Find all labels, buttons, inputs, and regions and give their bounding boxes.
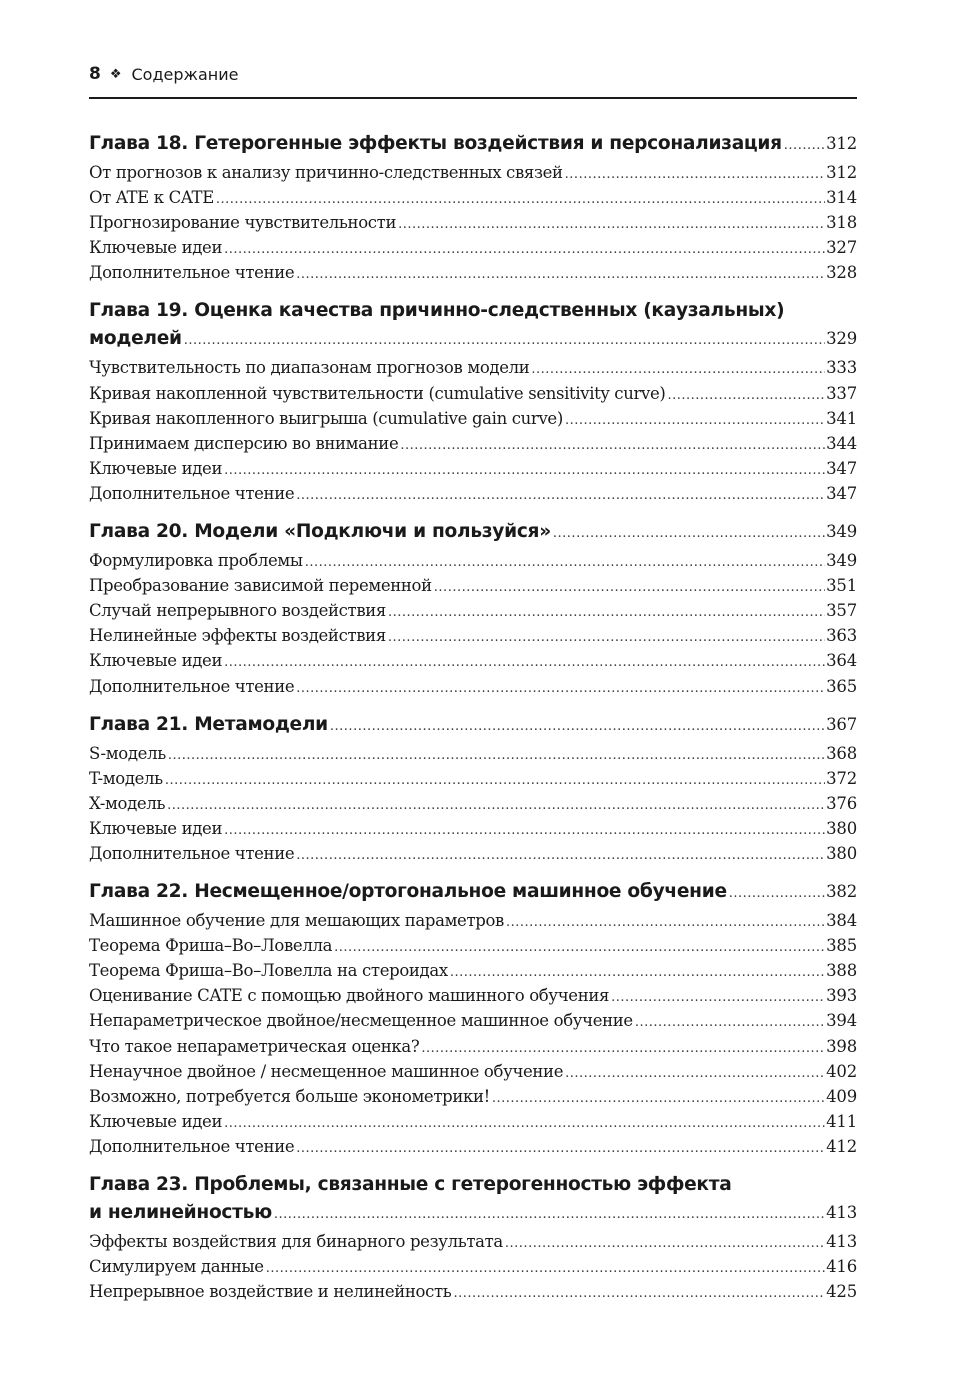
dot-leader [334, 936, 825, 959]
toc-entry[interactable] [89, 211, 857, 236]
toc-entry-page-number: 380 [826, 843, 857, 863]
toc-entry[interactable] [89, 1035, 857, 1060]
toc-entry[interactable] [89, 675, 857, 700]
toc-entry[interactable] [89, 767, 857, 792]
toc-entry[interactable] [89, 742, 857, 767]
toc-entry-page-number: 363 [826, 626, 857, 646]
dot-leader [398, 213, 825, 236]
running-header-title: Содержание [131, 64, 239, 84]
dot-leader [330, 713, 825, 741]
toc-entry-text: Ключевые идеи [89, 818, 223, 838]
chapter-title[interactable] [89, 878, 857, 908]
dot-leader [492, 1087, 825, 1110]
chapter-title[interactable] [89, 711, 857, 741]
dot-leader [506, 911, 825, 934]
toc-entry[interactable] [89, 909, 857, 934]
dot-leader [296, 677, 825, 700]
toc-entry-text: Теорема Фриша–Во–Ловелла [89, 936, 333, 956]
toc-entry-text: Ненаучное двойное / несмещенное машинное обучение [89, 1061, 564, 1081]
toc-entry[interactable] [89, 649, 857, 674]
chapter-title[interactable] [89, 130, 857, 160]
toc-entry-text: Непрерывное воздействие и нелинейность [89, 1282, 452, 1302]
toc-entry-text: Принимаем дисперсию во внимание [89, 433, 399, 453]
toc-entry-page-number: 393 [826, 986, 857, 1006]
toc-entry[interactable] [89, 959, 857, 984]
dot-leader [296, 844, 825, 867]
toc-entry-page-number: 413 [826, 1232, 857, 1251]
chapter-title-line [89, 130, 857, 160]
dot-leader [274, 1201, 825, 1229]
toc-entry[interactable] [89, 457, 857, 482]
dot-leader [296, 263, 825, 286]
chapter-block [89, 130, 857, 286]
toc-entry-page-number: 425 [826, 1282, 857, 1302]
toc-entry-text: От прогнозов к анализу причинно-следственных связей [89, 163, 563, 182]
chapter-title-text: Глава 20. Модели «Подключи и пользуйся» [89, 521, 551, 543]
chapter-title-text: Глава 23. Проблемы, связанные с гетерогенностью эффекта [89, 1174, 732, 1195]
dot-leader [553, 520, 825, 548]
toc-entry-text: Оценивание CATE с помощью двойного машинного обучения [89, 986, 610, 1006]
chapter-title-line [89, 1199, 857, 1229]
toc-entry[interactable] [89, 624, 857, 649]
toc-entry-text: T-модель [89, 768, 163, 788]
toc-entry-page-number: 380 [826, 818, 857, 838]
running-header [89, 64, 857, 84]
toc-entry-text: Дополнительное чтение [89, 843, 295, 863]
toc-entry-page-number: 364 [826, 651, 857, 671]
toc-entry-text: От ATE к CATE [89, 188, 214, 208]
dot-leader [224, 459, 825, 482]
chapter-title-text: Глава 22. Несмещенное/ортогональное машинное обучение [89, 881, 727, 903]
toc-entry-page-number: 344 [826, 433, 857, 453]
dot-leader [296, 484, 825, 507]
toc-entry-page-number: 349 [826, 551, 857, 571]
dot-leader [565, 409, 825, 432]
toc-entry-text: Ключевые идеи [89, 1111, 223, 1131]
toc-entry-page-number: 411 [826, 1111, 857, 1131]
dot-leader [224, 819, 825, 842]
toc-entry[interactable] [89, 934, 857, 959]
toc-entry-text: Эффекты воздействия для бинарного результата [89, 1232, 503, 1251]
toc-entry-page-number: 372 [826, 768, 857, 788]
dot-leader [400, 434, 825, 457]
chapter-title-line [89, 297, 857, 325]
toc-entry-text: Дополнительное чтение [89, 263, 295, 283]
toc-entry-text: Дополнительное чтение [89, 676, 295, 696]
toc-entry-text: Дополнительное чтение [89, 483, 295, 503]
toc-entry-text: Ключевые идеи [89, 238, 223, 258]
chapter-title-line [89, 711, 857, 741]
toc-entry-page-number: 341 [826, 408, 857, 428]
toc-entry-page-number: 376 [826, 793, 857, 813]
toc-entry-text: Нелинейные эффекты воздействия [89, 626, 386, 646]
chapter-page-number: 367 [826, 714, 857, 734]
toc-entry-text: Прогнозирование чувствительности [89, 213, 397, 233]
dot-leader [635, 1011, 825, 1034]
toc-entry-page-number: 384 [826, 911, 857, 931]
toc-entry-page-number: 357 [826, 601, 857, 621]
toc-entry[interactable] [89, 817, 857, 842]
chapter-title-line [89, 518, 857, 548]
toc-entry[interactable] [89, 356, 857, 381]
dot-leader [224, 651, 825, 674]
toc-entry[interactable] [89, 599, 857, 624]
table-of-contents [89, 130, 857, 1316]
chapter-title-text: Глава 19. Оценка качества причинно-следственных (каузальных) [89, 300, 785, 322]
toc-entry-page-number: 394 [826, 1011, 857, 1031]
toc-entry-page-number: 337 [826, 383, 857, 403]
toc-entry[interactable] [89, 984, 857, 1009]
toc-entry[interactable] [89, 1230, 857, 1255]
chapter-block [89, 1171, 857, 1305]
toc-entry[interactable] [89, 574, 857, 599]
dot-leader [167, 794, 825, 817]
chapter-block [89, 878, 857, 1160]
toc-entry-text: Машинное обучение для мешающих параметров [89, 911, 504, 931]
toc-entry-text: Ключевые идеи [89, 458, 223, 478]
toc-entry[interactable] [89, 549, 857, 574]
toc-entry[interactable] [89, 432, 857, 457]
dot-leader [421, 1037, 825, 1060]
toc-entry-text: X-модель [89, 793, 166, 813]
chapter-page-number: 413 [826, 1203, 857, 1222]
toc-entry-text: Непараметрическое двойное/несмещенное машинное обучение [89, 1011, 633, 1031]
chapter-block [89, 518, 857, 700]
toc-entry[interactable] [89, 482, 857, 507]
dot-leader [388, 601, 825, 624]
toc-entry[interactable] [89, 407, 857, 432]
header-rule [89, 97, 857, 99]
toc-entry-page-number: 314 [826, 188, 857, 208]
dot-leader [453, 1282, 825, 1305]
dot-leader [388, 626, 825, 649]
dot-leader [296, 1137, 825, 1160]
toc-entry-text: Возможно, потребуется больше эконометрики! [89, 1086, 490, 1106]
toc-entry-text: Кривая накопленной чувствительности (cumulative sensitivity curve) [89, 383, 666, 403]
chapter-title-line [89, 325, 857, 355]
toc-entry[interactable] [89, 1135, 857, 1160]
toc-entry-text: Дополнительное чтение [89, 1136, 295, 1156]
toc-entry-page-number: 333 [826, 358, 857, 378]
dot-leader [505, 1232, 825, 1255]
chapter-block [89, 711, 857, 867]
toc-entry-page-number: 388 [826, 961, 857, 981]
toc-entry[interactable] [89, 382, 857, 407]
dot-leader [565, 163, 825, 186]
toc-entry[interactable] [89, 842, 857, 867]
chapter-title-text: моделей [89, 328, 182, 350]
toc-entry[interactable] [89, 1255, 857, 1280]
toc-entry-page-number: 398 [826, 1036, 857, 1056]
toc-entry-page-number: 347 [826, 483, 857, 503]
chapter-page-number: 382 [826, 882, 857, 902]
dot-leader [266, 1257, 825, 1280]
dot-leader [305, 551, 825, 574]
toc-entry-page-number: 347 [826, 458, 857, 478]
toc-entry[interactable] [89, 161, 857, 186]
dot-leader [216, 188, 825, 211]
toc-entry-page-number: 328 [826, 263, 857, 283]
toc-entry-text: Симулируем данные [89, 1257, 264, 1277]
toc-entry-page-number: 318 [826, 213, 857, 233]
dot-leader [565, 1062, 825, 1085]
dot-leader [729, 880, 825, 908]
dot-leader [165, 769, 825, 792]
toc-entry-text: Теорема Фриша–Во–Ловелла на стероидах [89, 961, 448, 981]
dot-leader [434, 576, 825, 599]
toc-entry-text: S-модель [89, 743, 166, 763]
toc-entry-page-number: 365 [826, 676, 857, 696]
toc-entry-page-number: 385 [826, 936, 857, 956]
chapter-title-text: Глава 18. Гетерогенные эффекты воздействия и персонализация [89, 133, 782, 154]
dot-leader [531, 358, 825, 381]
toc-entry-page-number: 416 [826, 1257, 857, 1277]
toc-entry[interactable] [89, 261, 857, 286]
chapter-title[interactable] [89, 518, 857, 548]
fleuron-icon: ❖ [109, 66, 122, 82]
chapter-title-line [89, 1171, 857, 1199]
dot-leader [168, 744, 825, 767]
toc-entry[interactable] [89, 1085, 857, 1110]
chapter-title[interactable] [89, 1171, 857, 1229]
dot-leader [450, 961, 825, 984]
toc-entry-page-number: 402 [826, 1061, 857, 1081]
toc-entry-page-number: 368 [826, 743, 857, 763]
chapter-page-number: 312 [826, 134, 857, 153]
toc-entry-page-number: 312 [826, 163, 857, 182]
chapter-page-number: 349 [826, 522, 857, 542]
toc-entry[interactable] [89, 1060, 857, 1085]
chapter-block [89, 297, 857, 507]
dot-leader [224, 238, 825, 261]
toc-entry-page-number: 412 [826, 1136, 857, 1156]
toc-entry-text: Что такое непараметрическая оценка? [89, 1036, 420, 1056]
toc-entry[interactable] [89, 236, 857, 261]
toc-entry[interactable] [89, 1280, 857, 1305]
toc-entry-text: Случай непрерывного воздействия [89, 601, 386, 621]
page-number: 8 [89, 64, 101, 84]
chapter-title[interactable] [89, 297, 857, 355]
toc-entry-text: Ключевые идеи [89, 651, 223, 671]
toc-entry[interactable] [89, 1110, 857, 1135]
toc-entry-text: Формулировка проблемы [89, 551, 303, 571]
dot-leader [667, 384, 825, 407]
toc-entry-page-number: 351 [826, 576, 857, 596]
toc-entry-page-number: 327 [826, 238, 857, 258]
toc-entry-page-number: 409 [826, 1086, 857, 1106]
toc-entry[interactable] [89, 1009, 857, 1034]
toc-entry-text: Преобразование зависимой переменной [89, 576, 432, 596]
dot-leader [184, 327, 825, 355]
dot-leader [611, 986, 825, 1009]
chapter-page-number: 329 [826, 329, 857, 349]
toc-entry[interactable] [89, 186, 857, 211]
dot-leader [224, 1112, 825, 1135]
dot-leader [784, 132, 825, 160]
chapter-title-text: и нелинейностью [89, 1202, 272, 1223]
chapter-title-text: Глава 21. Метамодели [89, 713, 328, 735]
toc-entry-text: Кривая накопленного выигрыша (cumulative gain curve) [89, 408, 563, 428]
chapter-title-line [89, 878, 857, 908]
toc-entry[interactable] [89, 792, 857, 817]
toc-entry-text: Чувствительность по диапазонам прогнозов модели [89, 358, 530, 378]
